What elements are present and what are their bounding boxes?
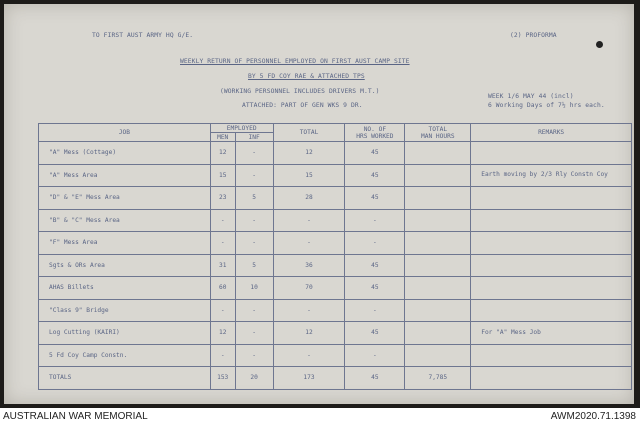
col-total-header: TOTAL: [273, 124, 345, 142]
cell-total: 70: [273, 277, 345, 300]
cell-men: -: [210, 232, 235, 255]
cell-hrs: 45: [345, 164, 405, 187]
cell-total: -: [273, 299, 345, 322]
col-job-header: JOB: [39, 124, 211, 142]
table-row: [39, 209, 632, 232]
cell-total: 12: [273, 322, 345, 345]
cell-total: 36: [273, 254, 345, 277]
cell-total: 173: [273, 367, 345, 390]
col-hours-header: NO. OF HRS WORKED: [345, 124, 405, 142]
table-row: [39, 187, 632, 210]
cell-hrs: -: [345, 299, 405, 322]
cell-men: 153: [210, 367, 235, 390]
cell-manhrs: [405, 164, 471, 187]
col-employed-header: EMPLOYED: [210, 124, 273, 133]
cell-men: 12: [210, 142, 235, 165]
cell-total: -: [273, 209, 345, 232]
cell-manhrs: [405, 254, 471, 277]
cell-remarks: [471, 209, 632, 232]
title-line-1: WEEKLY RETURN OF PERSONNEL EMPLOYED ON FIRST AUST CAMP SITE: [180, 58, 410, 65]
cell-inf: -: [235, 322, 273, 345]
table-row: [39, 299, 632, 322]
cell-men: 23: [210, 187, 235, 210]
cell-total: 28: [273, 187, 345, 210]
cell-inf: -: [235, 299, 273, 322]
table-header-row: [39, 124, 632, 133]
cell-job: "Class 9" Bridge: [39, 299, 211, 322]
cell-total: 15: [273, 164, 345, 187]
cell-manhrs: [405, 277, 471, 300]
cell-hrs: 45: [345, 187, 405, 210]
personnel-table: [38, 123, 632, 390]
cell-remarks: [471, 254, 632, 277]
cell-job: "F" Mess Area: [39, 232, 211, 255]
cell-hrs: 45: [345, 254, 405, 277]
col-remarks-header: REMARKS: [471, 124, 632, 142]
table-row: [39, 164, 632, 187]
cell-men: -: [210, 344, 235, 367]
table-row: [39, 322, 632, 345]
cell-hrs: 45: [345, 277, 405, 300]
title-line-3: (WORKING PERSONNEL INCLUDES DRIVERS M.T.): [220, 88, 380, 95]
working-days-line: 6 Working Days of 7½ hrs each.: [488, 102, 605, 109]
cell-men: 15: [210, 164, 235, 187]
attached-line: ATTACHED: PART OF GEN WKS 9 DR.: [242, 102, 363, 109]
institution-credit: AUSTRALIAN WAR MEMORIAL: [3, 411, 148, 422]
cell-job: "D" & "E" Mess Area: [39, 187, 211, 210]
cell-manhrs: [405, 299, 471, 322]
cell-hrs: -: [345, 344, 405, 367]
cell-job: TOTALS: [39, 367, 211, 390]
cell-manhrs: [405, 142, 471, 165]
cell-manhrs: [405, 322, 471, 345]
cell-remarks: For "A" Mess Job: [471, 322, 632, 345]
cell-men: 12: [210, 322, 235, 345]
col-inf-header: INF: [235, 133, 273, 142]
cell-remarks: [471, 367, 632, 390]
cell-total: 12: [273, 142, 345, 165]
cell-inf: 20: [235, 367, 273, 390]
cell-manhrs: [405, 232, 471, 255]
table-row: [39, 142, 632, 165]
cell-men: 31: [210, 254, 235, 277]
totals-row: [39, 367, 632, 390]
col-men-header: MEN: [210, 133, 235, 142]
cell-hrs: 45: [345, 322, 405, 345]
proforma-label: (2) PROFORMA: [510, 32, 557, 39]
cell-inf: -: [235, 164, 273, 187]
cell-manhrs: [405, 209, 471, 232]
cell-inf: 10: [235, 277, 273, 300]
cell-men: -: [210, 299, 235, 322]
cell-hrs: 45: [345, 142, 405, 165]
title-line-2: BY 5 FD COY RAE & ATTACHED TPS: [248, 73, 365, 80]
cell-inf: 5: [235, 187, 273, 210]
cell-inf: 5: [235, 254, 273, 277]
cell-job: 5 Fd Coy Camp Constn.: [39, 344, 211, 367]
cell-manhrs: [405, 187, 471, 210]
week-line: WEEK 1/6 MAY 44 (incl): [488, 93, 574, 100]
accession-number: AWM2020.71.1398: [550, 411, 636, 422]
cell-remarks: [471, 344, 632, 367]
cell-job: AHAS Billets: [39, 277, 211, 300]
cell-remarks: [471, 232, 632, 255]
cell-job: "A" Mess (Cottage): [39, 142, 211, 165]
cell-manhrs: [405, 344, 471, 367]
cell-remarks: Earth moving by 2/3 Rly Constn Coy: [471, 164, 632, 187]
cell-men: -: [210, 209, 235, 232]
table-row: [39, 232, 632, 255]
col-man-hours-header: TOTAL MAN HOURS: [405, 124, 471, 142]
cell-job: Log Cutting (KAIRI): [39, 322, 211, 345]
caption-bar: [0, 408, 640, 424]
punch-hole: [596, 41, 603, 48]
cell-men: 60: [210, 277, 235, 300]
cell-inf: -: [235, 344, 273, 367]
cell-inf: -: [235, 209, 273, 232]
cell-hrs: -: [345, 209, 405, 232]
cell-job: "A" Mess Area: [39, 164, 211, 187]
cell-hrs: 45: [345, 367, 405, 390]
cell-job: Sgts & ORs Area: [39, 254, 211, 277]
table-body: [39, 142, 632, 390]
cell-total: -: [273, 344, 345, 367]
cell-manhrs: 7,785: [405, 367, 471, 390]
cell-remarks: [471, 187, 632, 210]
table-row: [39, 344, 632, 367]
cell-total: -: [273, 232, 345, 255]
cell-inf: -: [235, 142, 273, 165]
table-row: [39, 254, 632, 277]
cell-job: "B" & "C" Mess Area: [39, 209, 211, 232]
cell-remarks: [471, 299, 632, 322]
cell-inf: -: [235, 232, 273, 255]
to-line: TO FIRST AUST ARMY HQ G/E.: [92, 32, 194, 39]
cell-remarks: [471, 142, 632, 165]
cell-hrs: -: [345, 232, 405, 255]
table-row: [39, 277, 632, 300]
cell-remarks: [471, 277, 632, 300]
